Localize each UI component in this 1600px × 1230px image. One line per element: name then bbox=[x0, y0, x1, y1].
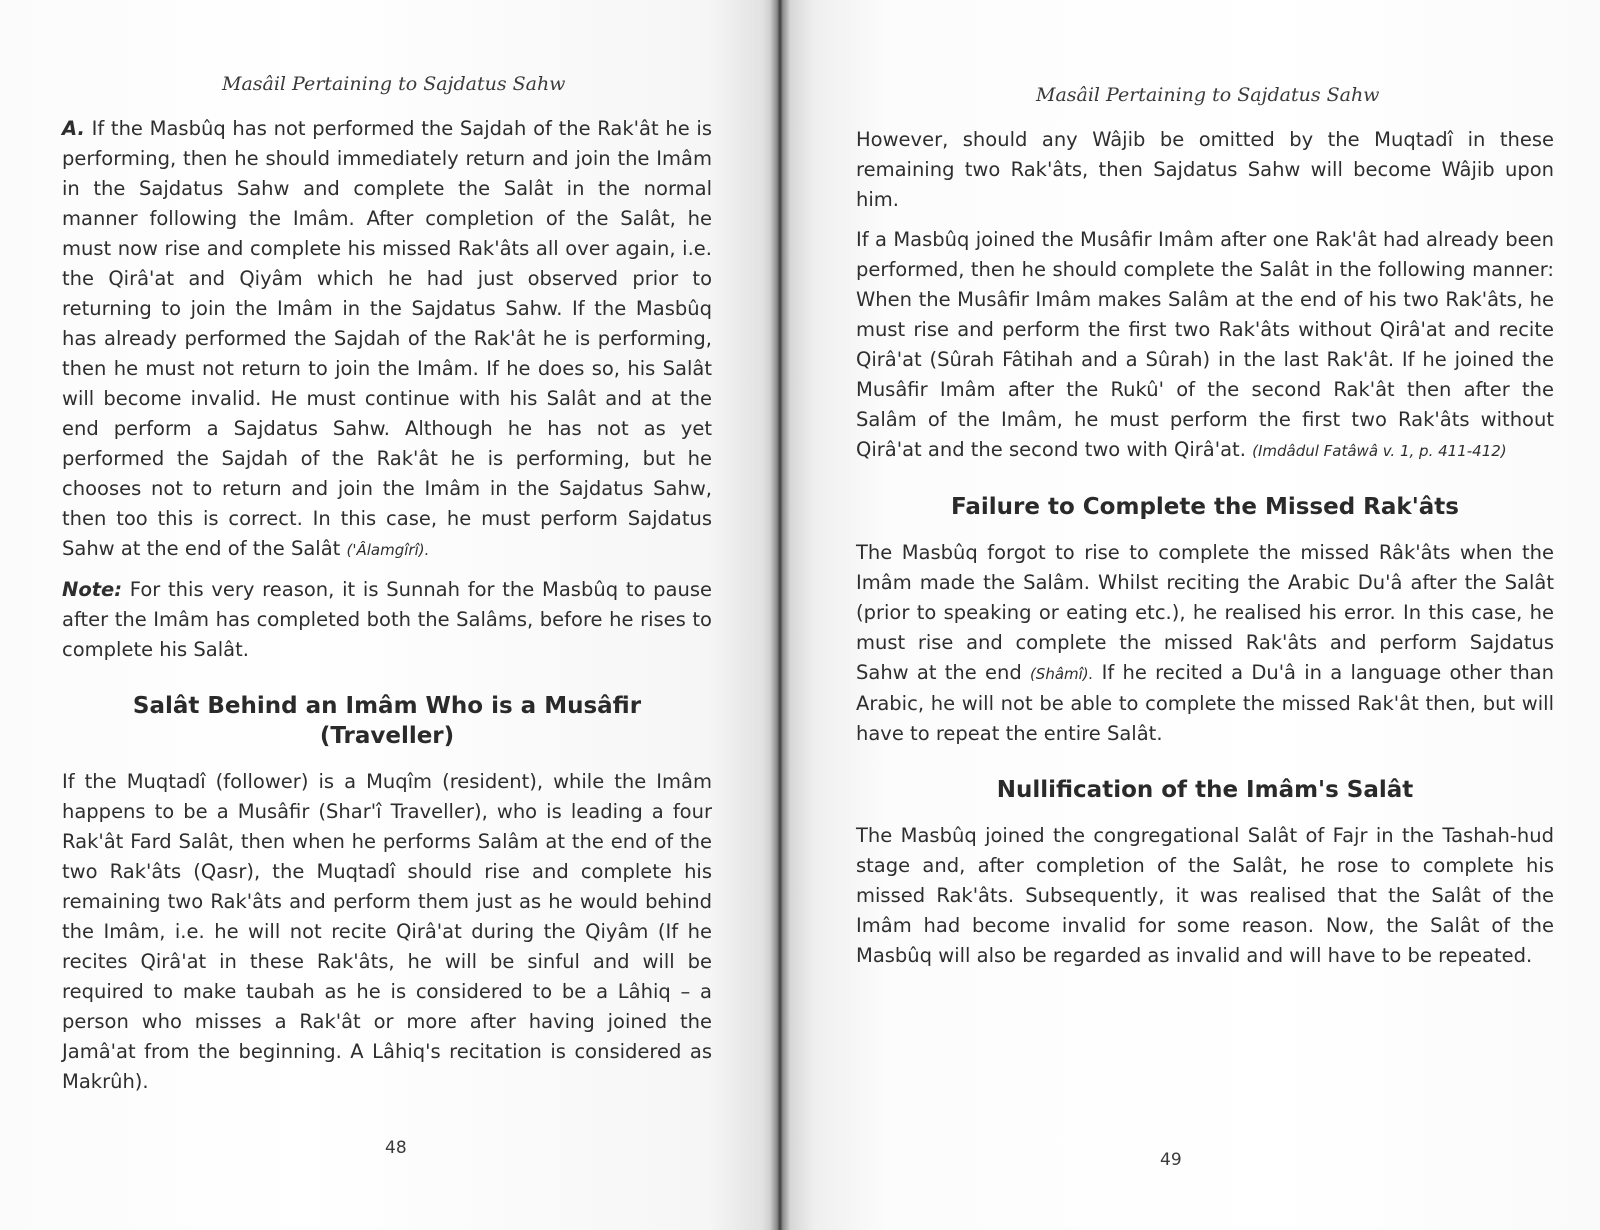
paragraph-1 bbox=[856, 125, 1554, 215]
paragraph-text: The Masbûq forgot to rise to complete the missed Râk'âts when the Imâm made the Salâm. Whilst reciting the Arabic Du'â after the Salât (prior to speaking or eating etc.), he realised his error. In this case, he must rise and complete the missed Rak'âts and perform Sajdatus Sahw at the end bbox=[856, 541, 1554, 684]
running-head: Masâil Pertaining to Sajdatus Sahw bbox=[1036, 84, 1380, 106]
paragraph-text: If the Muqtadî (follower) is a Muqîm (resident), while the Imâm happens to be a Musâfir (Shar'î Traveller), who is leading a four Rak'ât Fard Salât, then when he performs Salâm at the end of the two Rak'âts (Qasr), the Muqtadî should rise and complete his remaining two Rak'âts and perform them just as he would behind the Imâm, i.e. he will not recite Qirâ'at during the Qiyâm (If he recites Qirâ'at in these Rak'âts, he will be sinful and will be required to make taubah as he is considered to be a Lâhiq – a person who misses a Rak'ât or more after having joined the Jamâ'at from the beginning. A Lâhiq's recitation is considered as Makrûh). bbox=[62, 770, 712, 1093]
citation: (Shâmî). bbox=[1029, 665, 1094, 683]
note-paragraph bbox=[62, 575, 712, 665]
note-label: Note: bbox=[62, 578, 123, 601]
page-number: 48 bbox=[385, 1138, 407, 1158]
left-page bbox=[0, 0, 770, 1230]
section-heading: Nullification of the Imâm's Salât bbox=[996, 777, 1414, 803]
paragraph-a bbox=[62, 114, 712, 565]
paragraph-text-tail: If he recited a Du'â in a language other than Arabic, he will not be able to complete the missed Rak'ât then, but will have to repeat the entire Salât. bbox=[856, 661, 1554, 745]
paragraph-4 bbox=[856, 821, 1554, 971]
right-page bbox=[790, 0, 1600, 1230]
section-heading: Failure to Complete the Missed Rak'âts bbox=[951, 494, 1459, 520]
citation: ('Âlamgîrî). bbox=[346, 541, 430, 559]
paragraph-3 bbox=[856, 538, 1554, 749]
left-page-body bbox=[62, 114, 712, 1107]
page-number: 49 bbox=[1160, 1150, 1182, 1170]
paragraph-text: If the Masbûq has not performed the Sajdah of the Rak'ât he is performing, then he should immediately return and join the Imâm in the Sajdatus Sahw and complete the Salât in the normal manner following the Imâm. After completion of the Salât, he must now rise and complete his missed Rak'âts all over again, i.e. the Qirâ'at and Qiyâm which he had just observed prior to returning to join the Imâm in the Sajdatus Sahw. If the Masbûq has already performed the Sajdah of the Rak'ât he is performing, then he must not return to join the Imâm. If he does so, his Salât will become invalid. He must continue with his Salât and at the end perform a Sajdatus Sahw. Although he has not as yet performed the Sajdah of the Rak'ât he is performing, but he chooses not to return and join the Imâm in the Sajdatus Sahw, then too this is correct. In this case, he must perform Sajdatus Sahw at the end of the Salât bbox=[62, 117, 712, 560]
paragraph-b bbox=[62, 767, 712, 1097]
book-gutter bbox=[770, 0, 790, 1230]
citation: (Imdâdul Fatâwâ v. 1, p. 411-412) bbox=[1252, 442, 1507, 460]
paragraph-text: However, should any Wâjib be omitted by the Muqtadî in these remaining two Rak'âts, then Sajdatus Sahw will become Wâjib upon him. bbox=[856, 128, 1554, 211]
paragraph-letter: A. bbox=[62, 117, 85, 140]
section-heading: Salât Behind an Imâm Who is a Musâfir (Traveller) bbox=[132, 693, 642, 749]
note-text: For this very reason, it is Sunnah for the Masbûq to pause after the Imâm has completed both the Salâms, before he rises to complete his Salât. bbox=[62, 578, 712, 661]
running-head: Masâil Pertaining to Sajdatus Sahw bbox=[222, 73, 566, 95]
paragraph-2 bbox=[856, 225, 1554, 466]
right-page-body bbox=[856, 125, 1554, 981]
paragraph-text: The Masbûq joined the congregational Salât of Fajr in the Tashah-hud stage and, after completion of the Salât, he rose to complete his missed Rak'âts. Subsequently, it was realised that the Salât of the Imâm had become invalid for some reason. Now, the Salât of the Masbûq will also be regarded as invalid and will have to be repeated. bbox=[856, 824, 1554, 967]
paragraph-text: If a Masbûq joined the Musâfir Imâm after one Rak'ât had already been performed, then he should complete the Salât in the following manner: When the Musâfir Imâm makes Salâm at the end of his two Rak'âts, he must rise and perform the first two Rak'âts without Qirâ'at and recite Qirâ'at (Sûrah Fâtihah and a Sûrah) in the last Rak'ât. If he joined the Musâfir Imâm after the Rukû' of the second Rak'ât then after the Salâm of the Imâm, he must perform the first two Rak'âts without Qirâ'at and the second two with Qirâ'at. bbox=[856, 228, 1554, 461]
